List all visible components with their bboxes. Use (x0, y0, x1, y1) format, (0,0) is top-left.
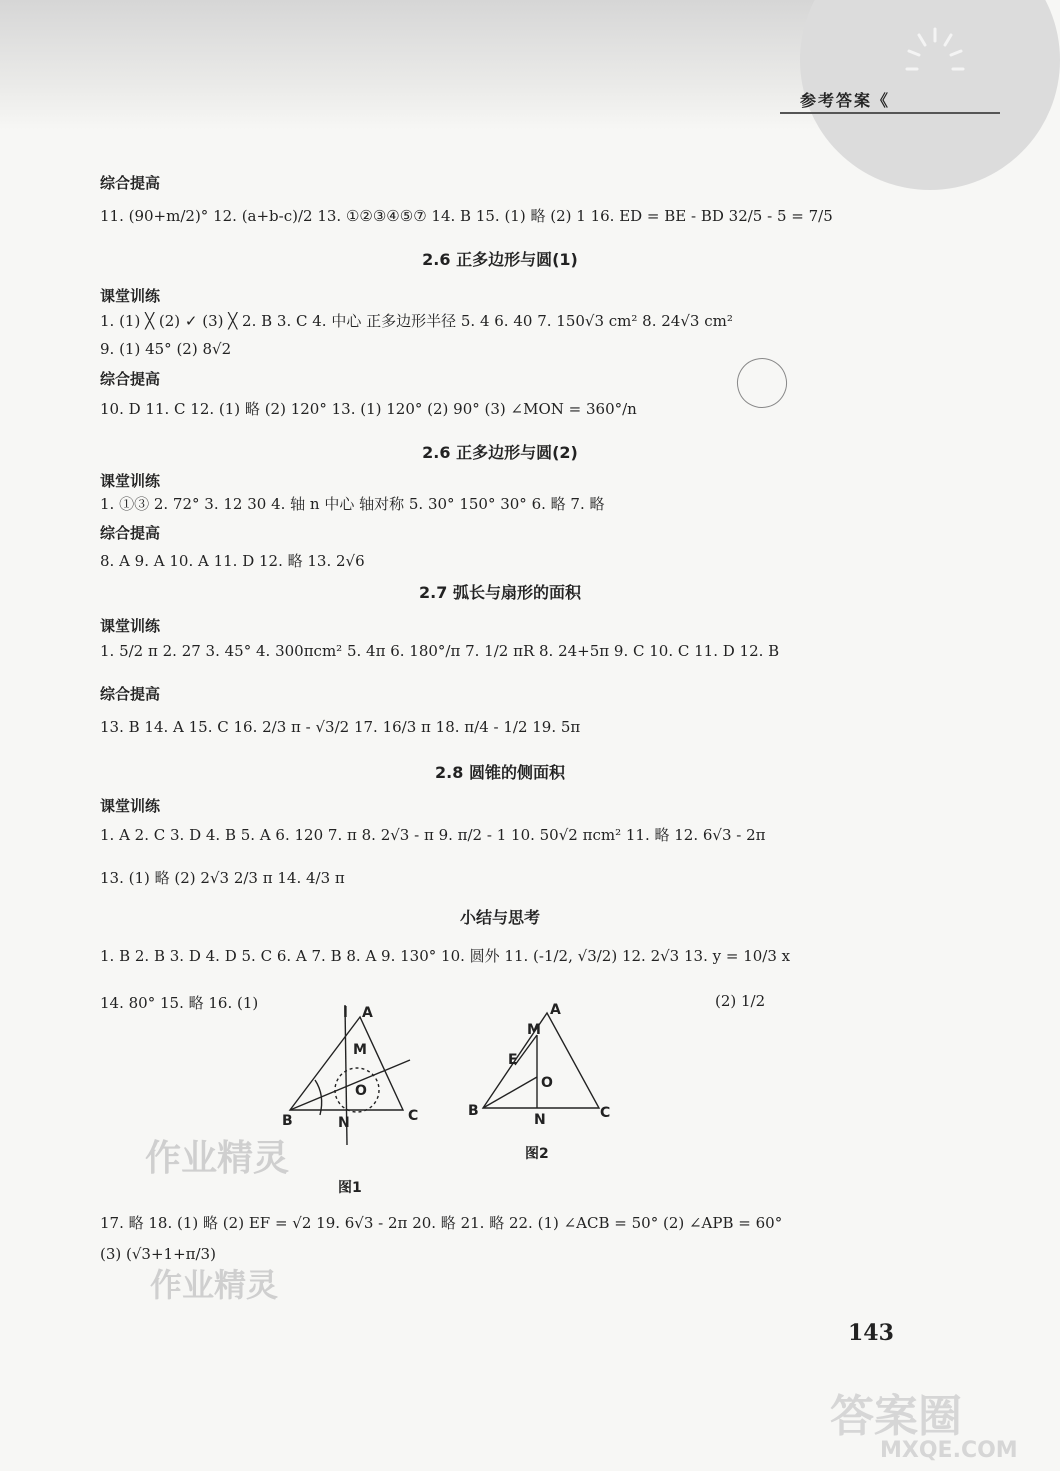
figure-label: N (338, 1115, 350, 1131)
figure-label: E (508, 1052, 518, 1068)
answer-line: 10. D 11. C 12. (1) 略 (2) 120° 13. (1) 120° (2) 90° (3) ∠MON = 360°/n (100, 400, 637, 418)
figure-label: A (550, 1002, 561, 1018)
answer-line: 1. A 2. C 3. D 4. B 5. A 6. 120 7. π 8. 2√3 - π 9. π/2 - 1 10. 50√2 πcm² 11. 略 12. 6√3 - 2π (100, 826, 766, 844)
answer-line: 1. 5/2 π 2. 27 3. 45° 4. 300πcm² 5. 4π 6. 180°/π 7. 1/2 πR 8. 24+5π 9. C 10. C 11. D 12. B (100, 642, 780, 660)
subheading: 综合提高 (100, 524, 161, 542)
figure-label: O (355, 1083, 367, 1099)
answer-line: 1. ①③ 2. 72° 3. 12 30 4. 轴 n 中心 轴对称 5. 30° 150° 30° 6. 略 7. 略 (100, 495, 605, 513)
watermark: 作业精灵 (150, 1266, 279, 1304)
subheading: 课堂训练 (100, 797, 161, 815)
watermark: MXQE.COM (880, 1438, 1018, 1463)
figure-label: C (408, 1108, 419, 1124)
page-number: 143 (848, 1320, 894, 1346)
figure-label: N (534, 1112, 546, 1128)
figure-label: C (600, 1105, 611, 1121)
answer-line: 8. A 9. A 10. A 11. D 12. 略 13. 2√6 (100, 552, 365, 570)
answer-line: 11. (90+m/2)° 12. (a+b-c)/2 13. ①②③④⑤⑦ 14. B 15. (1) 略 (2) 1 16. ED = BE - BD 32/5 - 5 = 7/5 (100, 207, 833, 225)
subheading: 课堂训练 (100, 472, 161, 490)
stamp-icon (731, 352, 792, 413)
subheading: 课堂训练 (100, 617, 161, 635)
figure-label: l (343, 1005, 348, 1021)
answer-line: 13. (1) 略 (2) 2√3 2/3 π 14. 4/3 π (100, 869, 345, 887)
answer-line: 1. (1) ╳ (2) ✓ (3) ╳ 2. B 3. C 4. 中心 正多边形半径 5. 4 6. 40 7. 150√3 cm² 8. 24√3 cm² (100, 312, 733, 330)
figure-caption: 图2 (525, 1146, 549, 1162)
header-rule (780, 112, 1000, 114)
section-title: 2.8 圆锥的侧面积 (435, 763, 565, 782)
section-title: 2.6 正多边形与圆(1) (422, 250, 578, 269)
figure-2-diagram (475, 1005, 615, 1125)
section-title: 2.7 弧长与扇形的面积 (419, 583, 581, 602)
figure-label: M (353, 1042, 367, 1058)
figure-caption: 图1 (338, 1180, 362, 1196)
subheading: 课堂训练 (100, 287, 161, 305)
answer-line: (3) (√3+1+π/3) (100, 1245, 216, 1263)
subheading: 综合提高 (100, 685, 161, 703)
section-title: 2.6 正多边形与圆(2) (422, 443, 578, 462)
figure-label: O (541, 1075, 553, 1091)
header-label: 参考答案《 (800, 91, 891, 110)
answer-line: 13. B 14. A 15. C 16. 2/3 π - √3/2 17. 16/3 π 18. π/4 - 1/2 19. 5π (100, 718, 581, 736)
subheading: 综合提高 (100, 370, 161, 388)
answer-line: 14. 80° 15. 略 16. (1) (100, 994, 259, 1012)
figure-label: B (468, 1103, 479, 1119)
figure-label: B (282, 1113, 293, 1129)
subheading: 综合提高 (100, 174, 161, 192)
figure-label: A (362, 1005, 373, 1021)
section-title: 小结与思考 (459, 908, 540, 927)
watermark: 答案圈 (830, 1391, 962, 1442)
answer-line: 9. (1) 45° (2) 8√2 (100, 340, 232, 358)
figure-label: M (527, 1022, 541, 1038)
sun-icon (905, 25, 965, 95)
answer-line: 1. B 2. B 3. D 4. D 5. C 6. A 7. B 8. A 9. 130° 10. 圆外 11. (-1/2, √3/2) 12. 2√3 13. y = 10/3 x (100, 947, 791, 965)
watermark: 作业精灵 (145, 1138, 290, 1179)
answer-line: 17. 略 18. (1) 略 (2) EF = √2 19. 6√3 - 2π 20. 略 21. 略 22. (1) ∠ACB = 50° (2) ∠APB = 60° (100, 1214, 783, 1232)
answer-line: (2) 1/2 (715, 992, 766, 1010)
